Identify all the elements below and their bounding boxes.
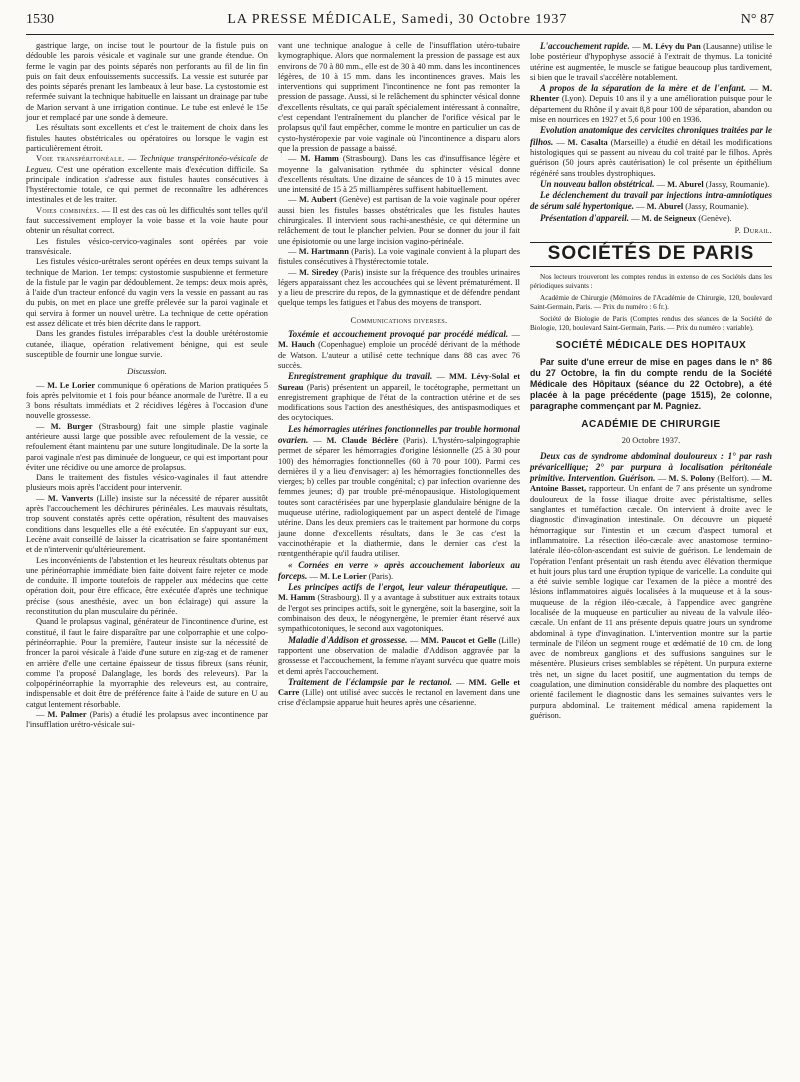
paragraph-body: (Paris). L'hystéro-salpingographie permet de séparer les hémorragies d'origine lésionnelle (25 à 30 pour 100) des hémorragies fonctionnelles (60 à 70 pour 100). Parmi ces dernières il y a lieu d'envisager: a) les hémorragies fonctionnelles des vierges; b) celles par trouble congénital; c) par infection ovarienne des femmes jeunes; d) par trouble pré-ménopausique. Histologiquement toutes sont caractérisées par une hyperplasie glandulaire bénigne de la muqueuse utérine, radiologiquement par un aspect dentelé de l'image utérine. Dans les deux premiers cas le traitement par hormone du corps jaune donne d'excellents résultats, dans le 3e cas c'est la vaccinothérapie et la diathermie, dans le dernier cas c'est la rœntgenthérapie qu'il faudra utiliser. [278,435,520,559]
communication: Maladie d'Addison et grossesse. — MM. Paucot et Gelle (Lille) rapportent une observation de maladie d'Addison aggravée par la grossesse et l'accouchement, la femme n'ayant survécu que quatre mois et demi après l'accouchement. [278,634,521,676]
paragraph-body: communique 6 opérations de Marion pratiquées 5 fois après pelvitomie et 1 fois pour béance anormale de l'urètre. Il a eu 3 bons résultats immédiats et 2 récidives légères à l'occasion d'une nouvelle grossesse. [26,380,269,421]
author-name: M. Hartmann [298,246,349,256]
communications-heading: Communications diverses. [350,314,448,325]
column-3 [530,41,772,731]
communication-title: Le déclenchement du travail par injections intra-amniotiques de sérum salé hypertonique. [530,190,772,212]
paragraph: Les fistules vésico-cervico-vaginales sont opérées par voie transvésicale. [26,236,268,256]
paragraph: Voies combinées. — Il est des cas où les difficultés sont telles qu'il faut successivement employer la voie basse et la voie haute pour obtenir un résultat correct. [26,205,268,236]
paragraph-body: (Genève) est partisan de la voie vaginale pour opérer aussi bien les fistules basses obstétricales que les fistules hautes chirurgicales. Il intervient sous rachi-anesthésie, ce qui détermine un relâchement de tout le plancher pelvien. Pour se donner du jour il fait une épisiotomie ou une large incision vagino-périnéale. [278,195,521,246]
communication: Deux cas de syndrome abdominal douloureux : 1° par rash prévaricellique; 2° par purpura à localisation péritonéale primitive. Intervention. Guérison. — M. S. Polony (Belfort). — M. Antoine Basset, rapporteur. Un enfant de 7 ans présente un syndrome douloureux de la fosse iliaque droite avec péristaltisme, selles sanglantes et tuméfaction cæcale. On intervient à droite avec le diagnostic d'invagination intestinale. On découvre un piqueté hémorragique sur l'intestin et un cæcum d'aspect tumoral et inflammatoire. La résection iléo-cæcale avec anastomose termino-latérale iléo-côlon-ascendant est suivie de guérison. Le lendemain de l'opération l'enfant présentait un rash étendu avec élévation thermique et huit jours plus tard une éruption typique de varicelle. La conduite qui a été suivie semble logique car l'examen de la pièce a montré des lésions inflammatoires aiguës localisées à la muqueuse et à la sous-muqueuse de la région iléo-cæcale, à l'appendice avec gangrène localisée de la muqueuse en particulier au niveau de la valvule iléo-cæcale. Un enfant de 11 ans présente depuis quatre jours un syndrome abdominal à type d'invagination. L'intervention montre sur la partie terminale de l'iléon un segment rouge et œdématié de 10 cm. de long avec de nombreux ganglions et des suffusions sanguines sur le mésentère. Plusieurs crises semblables se répètent. Un purpura externe très net, un signe du lacet positif, une augmentation du temps de coagulation, une diminution considérable du nombre des plaquettes ont orienté facilement le diagnostic dans les semaines suivantes vers le purpura abdominal. Le traitement médical amena rapidement la guérison. [530,450,773,720]
section-label: Voies combinées. [36,205,100,215]
signature: P. Durail. [734,226,772,236]
communication: Les hémorragies utérines fonctionnelles par trouble hormonal ovarien. — M. Claude Béclère (Paris). L'hystéro-salpingographie permet de séparer les hémorragies d'origine lésionnelle (25 à 30 pour 100) des hémorragies fonctionnelles (60 à 70 pour 100). Parmi ces dernières il y a lieu d'envisager: a) les hémorragies fonctionnelles des vierges; b) celles par trouble congénital; c) par infection ovarienne des femmes jeunes; d) par trouble pré-ménopausique. Histologiquement toutes sont caractérisées par une hyperplasie glandulaire bénigne de la muqueuse utérine, radiologiquement par un aspect dentelé de l'image utérine. Dans les deux premiers cas le traitement par hormone du corps jaune donne d'excellents résultats, dans le 3e cas c'est la vaccinothérapie et la diathermie, dans le dernier cas c'est la rœntgenthérapie qu'il faudra utiliser. [278,423,520,559]
column-2 [278,41,520,731]
paragraph-body: (Lille) insiste sur la nécessité de réparer aussitôt après l'accouchement les déchirures périnéales. Les mauvais résultats, trop souvent constatés après cette opération, résultent des mauvaises conditions dans lesquelles elle a été exécutée. En s'appuyant sur eux, Lecène avait conseillé de laisser la cicatrisation se faire spontanément et de n'intervenir qu'ultérieurement. [26,493,268,555]
paragraph: — M. Vanverts (Lille) insiste sur la nécessité de réparer aussitôt après l'accouchement les déchirures périnéales. Les mauvais résultats, trop souvent constatés après cette opération, résultent des mauvaises conditions dans lesquelles elle a été exécutée. En s'appuyant sur eux, Lecène avait conseillé de laisser la cicatrisation se faire spontanément et de n'intervenir qu'ultérieurement. [26,493,268,555]
paragraph: — M. Siredey (Paris) insiste sur la fréquence des troubles urinaires légers apparaissant chez les accouchées qui se lèvent prématurément. Il y a lieu de prescrire du repos, de la gymnastique et de défendre pendant quelque temps les fatigues et l'abus des moyens de transport. [278,267,521,308]
author-name: M. Le Lorier [47,380,96,390]
communication-title: Maladie d'Addison et grossesse. [288,634,408,645]
author-name: M. Hamm [278,593,316,603]
paragraph: Les inconvénients de l'abstention et les heureux résultats obtenus par une périnéorraphie immédiate bien faite doivent faire rejeter ce mode de conduite. Il importe toutefois de rappeler aux médecins que cette opération doit, pour être efficace, être exécutée d'après une technique précise (sous anesthésie, avec un bon éclairage) qui assure la reconstitution du plan musculaire du périnée. [26,555,268,617]
paragraph-body: (Genève). [698,213,732,223]
paragraph: — M. Palmer (Paris) a étudié les prolapsus avec incontinence par l'insufflation urétro-vésicale sui- [26,710,269,730]
paragraph-body: (Strasbourg) fait une simple plastie vaginale antérieure aussi large que possible avec refoulement de la vessie, ce refoulement étant maintenu par une suture longitudinale. De la sorte la paroi vaginale n'est pas diminuée de longueur, ce qui est important pour éviter une récidive ou une amorce de prolapsus. [26,421,268,472]
paragraph: Quand le prolapsus vaginal, générateur de l'incontinence d'urine, est constitué, il faut le faire disparaître par une colporraphie et une colpo-périnéorraphie. Pour la première, l'auteur insiste sur la nécessité de froncer la paroi vésicale à l'aide d'une suture en zig-zag et de ramener en arrière d'elle une certaine épaisseur de tissus fibreux (sans réunir, comme l'a proposé Dalanglage, les bords des releveurs). Par la colpopérinéorraphie la myorraphie des releveurs est, au contraire, indispensable et doit être de préférence faite à l'aide de suture en U au catgut lentement résorbable. [26,617,268,709]
communication-title: Enregistrement graphique du travail. [288,371,433,382]
author-name: M. Rhenter [530,84,773,104]
paragraph: — M. Burger (Strasbourg) fait une simple plastie vaginale antérieure aussi large que possible avec refoulement de la vessie, ce refoulement étant maintenu par une suture longitudinale. De la sorte la paroi vaginale n'est pas diminuée de longueur, ce qui est important pour éviter une récidive ou une amorce de prolapsus. [26,421,268,472]
session-date: 20 Octobre 1937. [621,436,681,446]
paragraph-body: (Strasbourg). Il y a avantage à substituer aux extraits totaux de l'ergot ses principes actifs, soit le gynergène, soit la basergine, soit la combinaison des deux, le néogynergène, le premier étant réservé aux sympathicotoniques, le second aux vagotoniques. [278,593,520,634]
author-name: M. de Seigneux [641,213,697,223]
communication: Enregistrement graphique du travail. — MM. Lévy-Solal et Sureau (Paris) présentent un appareil, le tocétographe, permettant un enregistrement graphique de l'état de la contraction utérine et de ses modifications sous l'action des anesthésiques, des antispasmodiques et des ocytociques. [278,371,521,423]
paragraph: — M. Hamm (Strasbourg). Dans les cas d'insuffisance légère et moyenne la galvanisation rythmée du sphincter vésical donne d'excellents résultats. Une dizaine de séances de 10 à 15 minutes avec une intensité de 15 à 25 milliampères suffisent habituellement. [278,154,520,195]
author-name: M. Siredey [299,267,339,277]
author-name: M. Burger [50,421,93,431]
author-name: M. Le Lorier [319,571,367,581]
paragraph-body: (Lille) ont utilisé avec succès le rectanol en lavement dans une crise d'éclampsie apparue huit heures après une césarienne. [278,688,520,708]
communication-title: Un nouveau ballon obstétrical. [540,178,655,189]
communication-title: « Cornées en verre » après accouchement laborieux au forceps. [278,559,520,581]
communication-title: Evolution anatomique des cervicites chroniques traitées par le filhos. [530,125,772,147]
paragraph: Les fistules vésico-urétrales seront opérées en deux temps suivant la technique de Marion. 1er temps: cystostomie suspubienne et fermeture de la fistule par le vagin par dédoublement. 2e temps: deux mois après, à l'aide d'un tracteur enfoncé du vagin vers la vessie en passant au ras du pubis, on met en place une greffe prélevée sur la paroi vaginale et qui servira à former un nouvel urètre. La technique de cette opération est assez délicate et très bien décrite dans le rapport. [26,257,268,329]
notice-paragraph: Société de Biologie de Paris (Comptes rendus des séances de la Société de Biologie, 120, boulevard Saint-Germain, Paris. — Prix du numéro : variable). [530,314,772,332]
communication: A propos de la séparation de la mère et de l'enfant. — M. Rhenter (Lyon). Depuis 10 ans il y a une amélioration puisque pour le département du Rhône il y avait 8,8 pour 100 de séparation, abandon ou mise en nourrices en 1927 et 5,6 pour 100 en 1936. [530,83,773,125]
paragraph: gastrique large, on incise tout le pourtour de la fistule puis on dédouble les parois vésicale et vaginale sur une grande étendue. On ferme le vagin par des points séparés non perforants au fil de lin fin puis on fait deux enfouissements successifs. La vessie est suturée par des points séparés prenant les lambeaux à leur base. La cystostomie est refermée suivant la technique habituelle en laissant un drainage par tube de Marion servant à une irrigation continue. Le tube est enlevé le 15e jour et remplacé par une sonde à demeure. [26,41,268,123]
communication: Evolution anatomique des cervicites chroniques traitées par le filhos. — M. Casalta (Marseille) a étudié en détail les modifications histologiques qui se passent au niveau du col traité par le filhos. Après guérison (50 jours après cautérisation) le col présente un épithélium régénéré sans troubles dystrophiques. [530,125,773,178]
communication: « Cornées en verre » après accouchement laborieux au forceps. — M. Le Lorier (Paris). [278,559,520,581]
academie-title: ACADÉMIE DE CHIRURGIE [581,418,721,430]
communication-title: A propos de la séparation de la mère et de l'enfant. [540,83,746,94]
communication-title: Présentation d'appareil. [540,212,630,223]
author-place: (Belfort). [717,474,749,484]
author-name: M. Palmer [47,710,87,719]
paragraph: Dans les grandes fistules irréparables c'est la double urétérostomie cutanée, iliaque, opération relativement bénigne, qui est seule susceptible de fournir une longue survie. [26,329,268,359]
paragraph-body: (Strasbourg). Dans les cas d'insuffisance légère et moyenne la galvanisation rythmée du sphincter vésical donne d'excellents résultats. Une dizaine de séances de 10 à 15 minutes avec une intensité de 15 à 25 milliampères suffisent habituellement. [278,154,520,195]
author-name: M. S. Polony [668,474,715,484]
communication-title: Les principes actifs de l'ergot, leur valeur thérapeutique. [288,582,509,593]
page-number: 1530 [26,12,54,27]
communication-title: Traitement de l'éclampsie par le rectanol. [288,676,452,687]
communication: Présentation d'appareil. — M. de Seigneux (Genève). [540,212,732,223]
author-name: M. Aburel [646,202,684,212]
paragraph-body: (Paris) insiste sur la fréquence des troubles urinaires légers apparaissant chez les accouchées qui se lèvent prématurément. Il y a lieu de prescrire du repos, de la gymnastique et de défendre pendant quelque temps les fatigues et l'abus des moyens de transport. [278,267,521,308]
paragraph-body: Il est des cas où les difficultés sont telles qu'il faut successivement employer la voie basse et la voie haute pour obtenir un résultat correct. [26,205,268,236]
communication: Toxémie et accouchement provoqué par procédé médical. — M. Hauch (Copenhague) emploie un procédé dérivant de la méthode de Watson. L'auteur a utilisé cette technique dans 88 cas avec 76 succès. [278,329,521,370]
communication-title: Les hémorragies utérines fonctionnelles par trouble hormonal ovarien. [278,423,520,445]
paragraph-body: (Jassy, Roumanie). [685,202,749,212]
rapporteur-name: M. Antoine Basset, [530,474,773,494]
communication: L'accouchement rapide. — M. Lévy du Pan (Lausanne) utilise le lobe postérieur d'hypophyse associé à l'extrait de thymus. La tonicité utérine est augmentée, le muscle se fatigue beaucoup plus tardivement, si bien que le travail s'accélère notablement. [530,41,772,82]
author-name: M. Aubert [298,195,337,205]
paragraph-body: (Jassy, Roumanie). [705,179,770,189]
communication-title: L'accouchement rapide. [540,41,630,51]
paragraph-body: (Lausanne) utilise le lobe postérieur d'hypophyse associé à l'extrait de thymus. La tonicité utérine est augmentée, le muscle se fatigue beaucoup plus tardivement, si bien que le travail s'accélère notablement. [530,42,772,82]
author-name: M. Hauch [278,340,315,350]
communication-title: Toxémie et accouchement provoqué par procédé médical. [288,329,509,340]
paragraph: Les résultats sont excellents et c'est le traitement de choix dans les fistules hautes obstétricales ou opératoires ou lorsque le vagin est particulièrement étroit. [26,123,268,153]
communication: Le déclenchement du travail par injections intra-amniotiques de sérum salé hypertonique. — M. Aburel (Jassy, Roumanie). [530,190,772,212]
paragraph-body: rapporteur. Un enfant de 7 ans présente un syndrome douloureux de la fosse iliaque droite avec péristaltisme, selles sanglantes et tuméfaction cæcale. On intervient à droite avec le diagnostic d'invagination intestinale. On découvre un piqueté hémorragique sur l'intestin et un cæcum d'aspect tumoral et inflammatoire. La résection iléo-cæcale avec anastomose termino-latérale iléo-côlon-ascendant est suivie de guérison. Le lendemain de l'opération l'enfant présentait un rash étendu avec élévation thermique et huit jours plus tard une éruption typique de varicelle. La conduite qui a été suivie semble logique car l'examen de la pièce a montré des lésions inflammatoires aiguës localisées à la muqueuse et à la sous-muqueuse de la région iléo-cæcale, à l'appendice avec gangrène localisée de la muqueuse en particulier au niveau de la valvule iléo-cæcale. Un enfant de 11 ans présente depuis quatre jours un syndrome abdominal à type d'invagination. L'intervention montre sur la partie terminale de l'iléon un segment rouge et œdématié de 10 cm. de long avec de nombreux ganglions et des suffusions sanguines sur le mésentère. Plusieurs crises semblables se répètent. Un purpura externe très net, un signe du lacet positif, une augmentation du temps de coagulation, une diminution considérable du nombre des plaquettes ont orienté facilement le diagnostic dans les semaines suivantes vers le purpura abdominal. Le traitement médical amena rapidement la guérison. [530,484,773,720]
column-1 [26,41,268,731]
notice-paragraph: Académie de Chirurgie (Mémoires de l'Académie de Chirurgie, 120, boulevard Saint-Germain, Paris. — Prix du numéro : 6 fr.). [530,293,772,311]
author-name: MM. Lévy-Solal et Sureau [278,372,520,392]
paragraph-body: (Lyon). Depuis 10 ans il y a une amélioration puisque pour le département du Rhône il y avait 8,8 pour 100 de séparation, abandon ou mise en nourrices en 1927 et 5,6 pour 100 en 1936. [530,94,773,125]
paragraph-body: (Paris). La voie vaginale convient à la plupart des fistules consécutives à l'hystérectomie totale. [278,246,521,267]
issue-number: N° 87 [740,12,774,27]
paragraph-body: (Paris). [368,571,394,581]
journal-title: LA PRESSE MÉDICALE, Samedi, 30 Octobre 1937 [227,12,568,27]
columns [26,41,774,731]
paragraph: — M. Le Lorier communique 6 opérations de Marion pratiquées 5 fois après pelvitomie et 1 fois pour béance anormale de l'urètre. Il a eu 3 bons résultats immédiats et 2 récidives légères à l'occasion d'une nouvelle grossesse. [26,380,269,421]
paragraph-body: (Lille) rapportent une observation de maladie d'Addison aggravée par la grossesse et l'accouchement, la femme n'ayant survécu que quatre mois et demi après l'accouchement. [278,635,521,676]
societes-title: SOCIÉTÉS DE PARIS [547,243,755,265]
page-header [26,12,774,35]
paragraph-body: (Paris) présentent un appareil, le tocétographe, permettant un enregistrement graphique de l'état de la contraction utérine et de ses modifications sous l'action des anesthésiques, des antispasmodiques et des ocytociques. [278,382,521,423]
author-name: M. Hamm [300,154,339,164]
author-name: M. Aburel [667,179,704,189]
paragraph: — M. Hartmann (Paris). La voie vaginale convient à la plupart des fistules consécutives à l'hystérectomie totale. [278,246,521,267]
author-name: M. Vanverts [47,493,94,503]
paragraph-body: (Copenhague) emploie un procédé dérivant de la méthode de Watson. L'auteur a utilisé cette technique dans 88 cas avec 76 succès. [278,340,521,370]
section-label: Voie transpéritonéale. [36,154,125,164]
notice-block [530,273,772,333]
paragraph-body: C'est une opération excellente mais d'exécution difficile. Sa principale indication s'adresse aux fistules hautes consécutives à l'hystérectomie totale, ce qui permet de reconnaître les adhérences intestinales et de les traiter. [26,164,269,205]
author-name: M. Casalta [567,137,608,147]
communication: Un nouveau ballon obstétrical. — M. Aburel (Jassy, Roumanie). [540,178,770,189]
author-name: MM. Paucot et Gelle [420,635,497,645]
smh-title: SOCIÉTÉ MÉDICALE DES HOPITAUX [555,339,747,351]
section-subtitle: Technique transpéritonéo-vésicale de Legueu. [26,154,269,174]
divider [530,266,772,267]
communication-title: Deux cas de syndrome abdominal douloureux : 1° par rash prévaricellique; 2° par purpura à localisation péritonéale primitive. Intervention. Guérison. [530,450,772,484]
smh-notice: Par suite d'une erreur de mise en pages dans le n° 86 du 27 Octobre, la fin du compte rendu de la Société Médicale des Hôpitaux (séance du 22 Octobre), a été placée à la page précédente (page 1515), 2e colonne, paragraphe commençant par M. Pagniez. [530,356,772,411]
notice-paragraph: Nos lecteurs trouveront les comptes rendus in extenso de ces Sociétés dans les périodiques suivants : [530,272,772,290]
communication: Traitement de l'éclampsie par le rectanol. — MM. Gelle et Carre (Lille) ont utilisé avec succès le rectanol en lavement dans une crise d'éclampsie apparue huit heures après une césarienne. [278,676,520,708]
paragraph: vant une technique analogue à celle de l'insufflation utéro-tubaire kymographique. Alors que normalement la pression de passage est aux environs de 70 à 80 mm., elle est de 30 à 40 mm. dans les incontinences légères, de 10 à 15 mm. dans les incontinences graves. Mais les interventions qui suppriment l'incontinence ne font pas remonter la pression de passage. Aussi, si le relâchement du sphincter vésical donne d'excellents résultats, ce qui paraît spécialement intéressant à connaître, c'est cependant l'entraînement du plancher de l'orifice vésical par le prolapsus qu'il faut empêcher, comme le montre en particulier un cas de cysto-hystéropexie par voie vaginale où l'incontinence a disparu alors que la pression de passage a baissé. [278,41,520,153]
discussion-heading: Discussion. [127,366,167,377]
paragraph-body: (Paris) a étudié les prolapsus avec incontinence par l'insufflation urétro-vésicale sui- [26,710,269,730]
paragraph: — M. Aubert (Genève) est partisan de la voie vaginale pour opérer aussi bien les fistules basses obstétricales que les fistules hautes chirurgicales. Il intervient sous rachi-anesthésie, ce qui détermine un relâchement de tout le plancher pelvien. Pour se donner du jour il fait une épisiotomie ou une large incision vagino-périnéale. [278,195,521,246]
author-name: M. Claude Béclère [326,435,399,445]
paragraph-body: (Marseille) a étudié en détail les modifications histologiques qui se passent au niveau du col traité par le filhos. Après guérison (50 jours après cautérisation) le col présente un épithélium régénéré sans troubles dystrophiques. [530,137,773,178]
paragraph: Voie transpéritonéale. — Technique transpéritonéo-vésicale de Legueu. C'est une opération excellente mais d'exécution difficile. Sa principale indication s'adresse aux fistules hautes consécutives à l'hystérectomie totale, ce qui permet de reconnaître les adhérences intestinales et de les traiter. [26,154,269,205]
author-name: MM. Gelle et Carre [278,677,520,698]
paragraph: Dans le traitement des fistules vésico-vaginales il faut attendre plusieurs mois après l'accident pour intervenir. [26,473,268,493]
communication: Les principes actifs de l'ergot, leur valeur thérapeutique. — M. Hamm (Strasbourg). Il y a avantage à substituer aux extraits totaux de l'ergot ses principes actifs, soit le gynergène, soit la basergine, soit la combinaison des deux, le néogynergène, le premier étant réservé aux sympathicotoniques, le second aux vagotoniques. [278,582,520,634]
author-name: M. Lévy du Pan [642,42,701,51]
